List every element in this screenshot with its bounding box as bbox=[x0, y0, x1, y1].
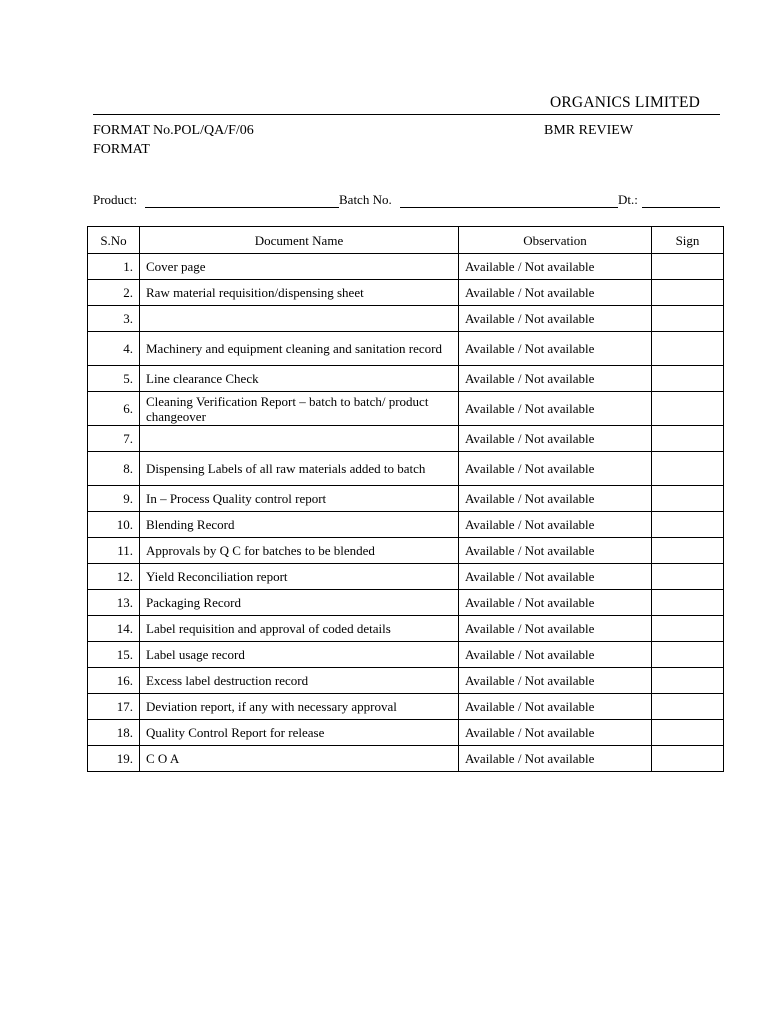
table-row bbox=[88, 306, 724, 332]
document-name-cell: Line clearance Check bbox=[140, 366, 459, 392]
document-name-cell bbox=[140, 306, 459, 332]
document-name-cell: Quality Control Report for release bbox=[140, 720, 459, 746]
observation-cell: Available / Not available bbox=[459, 590, 652, 616]
document-name-cell: Label usage record bbox=[140, 642, 459, 668]
column-header-sign: Sign bbox=[652, 227, 724, 254]
document-name-cell: Machinery and equipment cleaning and sanitation record bbox=[140, 332, 459, 366]
observation-cell: Available / Not available bbox=[459, 332, 652, 366]
observation-cell: Available / Not available bbox=[459, 306, 652, 332]
document-name-cell: Deviation report, if any with necessary approval bbox=[140, 694, 459, 720]
table-row bbox=[88, 426, 724, 452]
header-rule bbox=[93, 114, 720, 115]
document-name-cell: Dispensing Labels of all raw materials added to batch bbox=[140, 452, 459, 486]
table-row bbox=[88, 392, 724, 426]
row-number: 16. bbox=[88, 668, 140, 694]
row-number: 8. bbox=[88, 452, 140, 486]
table-row bbox=[88, 280, 724, 306]
observation-cell: Available / Not available bbox=[459, 366, 652, 392]
sign-cell[interactable] bbox=[652, 694, 724, 720]
column-header-observation: Observation bbox=[459, 227, 652, 254]
document-name-cell: Cover page bbox=[140, 254, 459, 280]
table-row bbox=[88, 720, 724, 746]
sign-cell[interactable] bbox=[652, 668, 724, 694]
sign-cell[interactable] bbox=[652, 486, 724, 512]
observation-cell: Available / Not available bbox=[459, 616, 652, 642]
observation-cell: Available / Not available bbox=[459, 486, 652, 512]
document-name-cell: Label requisition and approval of coded details bbox=[140, 616, 459, 642]
row-number: 5. bbox=[88, 366, 140, 392]
sign-cell[interactable] bbox=[652, 720, 724, 746]
table-row bbox=[88, 668, 724, 694]
sign-cell[interactable] bbox=[652, 746, 724, 772]
bmr-review-table bbox=[87, 226, 724, 772]
product-label: Product: bbox=[93, 192, 138, 207]
row-number: 9. bbox=[88, 486, 140, 512]
row-number: 12. bbox=[88, 564, 140, 590]
observation-cell: Available / Not available bbox=[459, 746, 652, 772]
observation-cell: Available / Not available bbox=[459, 538, 652, 564]
sign-cell[interactable] bbox=[652, 426, 724, 452]
table-row bbox=[88, 512, 724, 538]
sign-cell[interactable] bbox=[652, 452, 724, 486]
observation-cell: Available / Not available bbox=[459, 720, 652, 746]
document-name-cell: In – Process Quality control report bbox=[140, 486, 459, 512]
date-field[interactable] bbox=[642, 207, 720, 208]
table-row bbox=[88, 452, 724, 486]
sign-cell[interactable] bbox=[652, 254, 724, 280]
row-number: 2. bbox=[88, 280, 140, 306]
sign-cell[interactable] bbox=[652, 332, 724, 366]
observation-cell: Available / Not available bbox=[459, 512, 652, 538]
row-number: 18. bbox=[88, 720, 140, 746]
date-label: Dt.: bbox=[618, 192, 638, 207]
format-label: FORMAT bbox=[93, 142, 150, 157]
sign-cell[interactable] bbox=[652, 616, 724, 642]
sign-cell[interactable] bbox=[652, 366, 724, 392]
document-name-cell: C O A bbox=[140, 746, 459, 772]
row-number: 19. bbox=[88, 746, 140, 772]
sign-cell[interactable] bbox=[652, 564, 724, 590]
document-name-cell: Approvals by Q C for batches to be blended bbox=[140, 538, 459, 564]
row-number: 1. bbox=[88, 254, 140, 280]
document-name-cell bbox=[140, 426, 459, 452]
table-row bbox=[88, 366, 724, 392]
row-number: 13. bbox=[88, 590, 140, 616]
format-number: FORMAT No.POL/QA/F/06 bbox=[93, 123, 254, 138]
document-name-cell: Cleaning Verification Report – batch to batch/ product changeover bbox=[140, 392, 459, 426]
row-number: 17. bbox=[88, 694, 140, 720]
row-number: 7. bbox=[88, 426, 140, 452]
table-row bbox=[88, 746, 724, 772]
table-row bbox=[88, 564, 724, 590]
document-name-cell: Blending Record bbox=[140, 512, 459, 538]
observation-cell: Available / Not available bbox=[459, 452, 652, 486]
table-row bbox=[88, 616, 724, 642]
row-number: 4. bbox=[88, 332, 140, 366]
document-name-cell: Excess label destruction record bbox=[140, 668, 459, 694]
sign-cell[interactable] bbox=[652, 280, 724, 306]
company-name: ORGANICS LIMITED bbox=[550, 94, 701, 111]
column-header-document: Document Name bbox=[140, 227, 459, 254]
row-number: 15. bbox=[88, 642, 140, 668]
table-row bbox=[88, 694, 724, 720]
sign-cell[interactable] bbox=[652, 642, 724, 668]
table-header-row bbox=[88, 227, 724, 254]
observation-cell: Available / Not available bbox=[459, 668, 652, 694]
table-row bbox=[88, 254, 724, 280]
row-number: 11. bbox=[88, 538, 140, 564]
observation-cell: Available / Not available bbox=[459, 564, 652, 590]
batch-field[interactable] bbox=[400, 207, 618, 208]
observation-cell: Available / Not available bbox=[459, 392, 652, 426]
document-title: BMR REVIEW bbox=[544, 123, 634, 138]
sign-cell[interactable] bbox=[652, 392, 724, 426]
table-row bbox=[88, 332, 724, 366]
column-header-sno: S.No bbox=[88, 227, 140, 254]
document-name-cell: Yield Reconciliation report bbox=[140, 564, 459, 590]
sign-cell[interactable] bbox=[652, 512, 724, 538]
row-number: 14. bbox=[88, 616, 140, 642]
observation-cell: Available / Not available bbox=[459, 426, 652, 452]
batch-label: Batch No. bbox=[339, 192, 392, 207]
document-name-cell: Packaging Record bbox=[140, 590, 459, 616]
table-row bbox=[88, 486, 724, 512]
sign-cell[interactable] bbox=[652, 306, 724, 332]
observation-cell: Available / Not available bbox=[459, 280, 652, 306]
table-row bbox=[88, 590, 724, 616]
form-fields bbox=[93, 192, 720, 210]
document-name-cell: Raw material requisition/dispensing sheet bbox=[140, 280, 459, 306]
observation-cell: Available / Not available bbox=[459, 642, 652, 668]
table-row bbox=[88, 538, 724, 564]
sign-cell[interactable] bbox=[652, 538, 724, 564]
observation-cell: Available / Not available bbox=[459, 694, 652, 720]
table-row bbox=[88, 642, 724, 668]
row-number: 3. bbox=[88, 306, 140, 332]
row-number: 6. bbox=[88, 392, 140, 426]
observation-cell: Available / Not available bbox=[459, 254, 652, 280]
sign-cell[interactable] bbox=[652, 590, 724, 616]
product-field[interactable] bbox=[145, 207, 339, 208]
row-number: 10. bbox=[88, 512, 140, 538]
